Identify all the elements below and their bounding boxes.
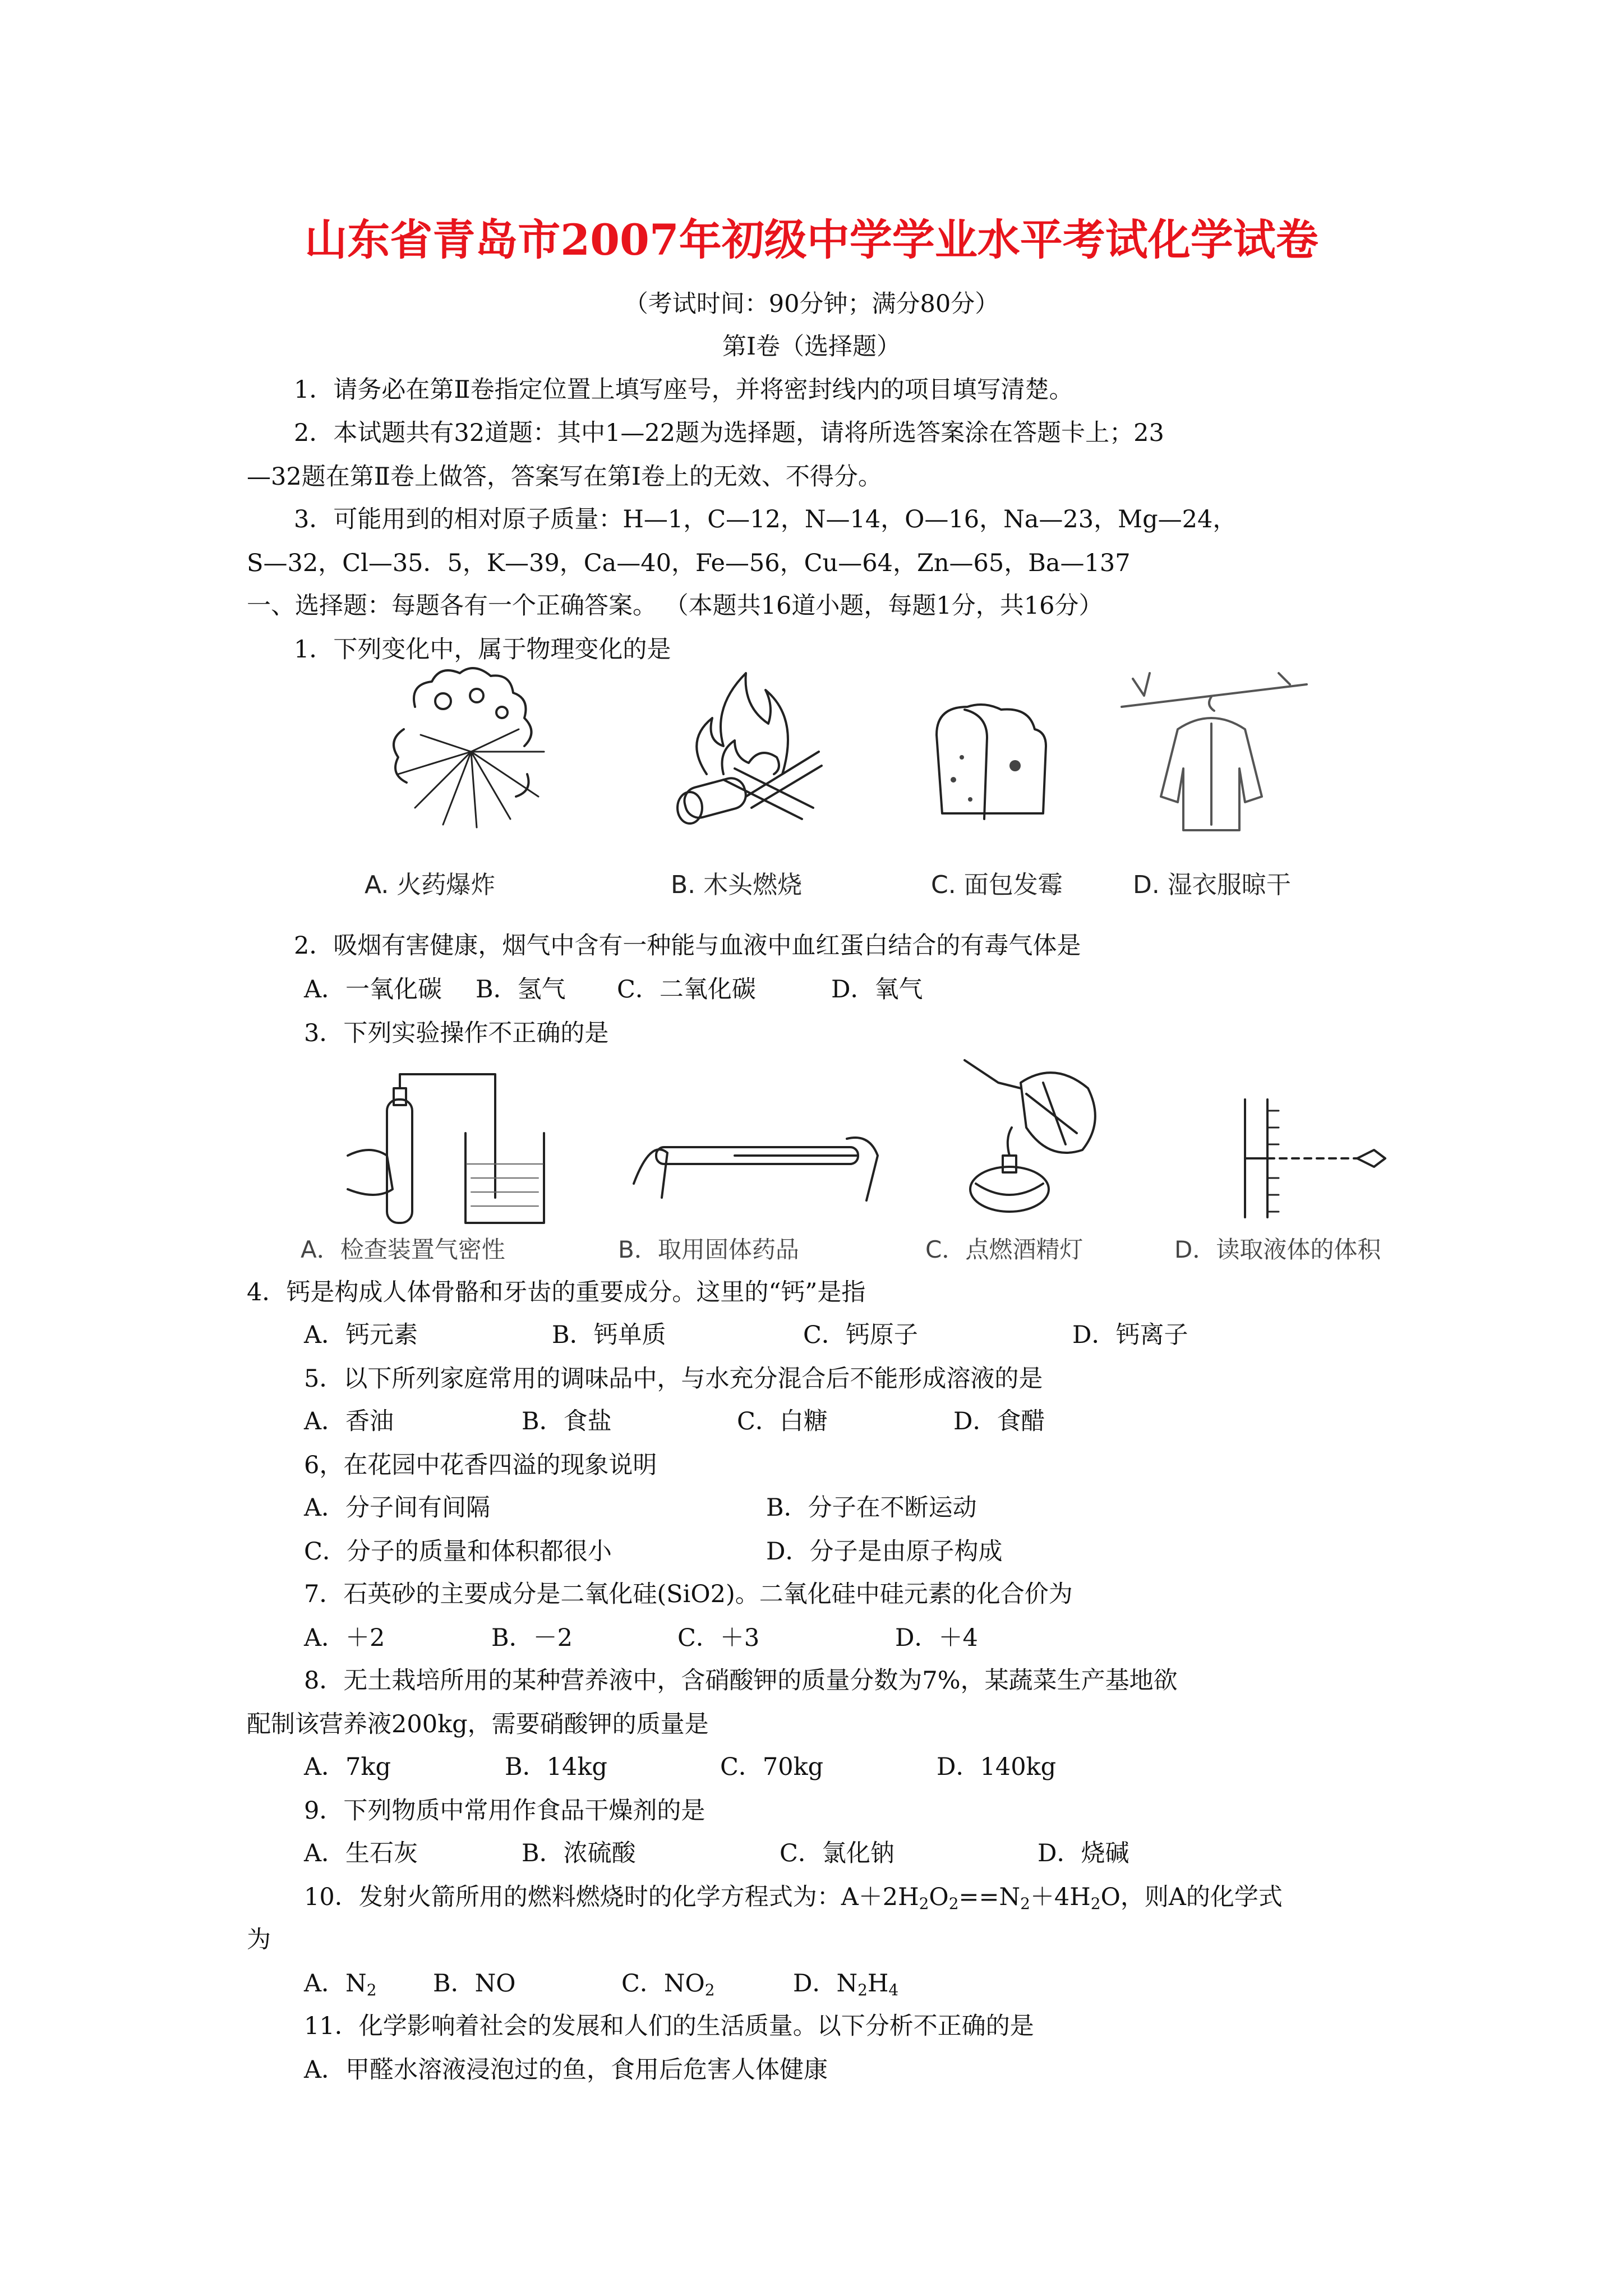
- instruction-2b: —32题在第Ⅱ卷上做答，答案写在第Ⅰ卷上的无效、不得分。: [247, 463, 882, 491]
- page-title: 山东省青岛市2007年初级中学学业水平考试化学试卷: [305, 215, 1318, 265]
- q6-option-b: B．分子在不断运动: [766, 1494, 977, 1522]
- q10-stem-part1: 10．发射火箭所用的燃料燃烧时的化学方程式为：A＋2H: [304, 1883, 919, 1911]
- q7-stem: 7．石英砂的主要成分是二氧化硅(SiO2)。二氧化硅中硅元素的化合价为: [304, 1580, 1073, 1608]
- drying-clothes-image: [1122, 673, 1307, 836]
- q10-stem-part2: O: [929, 1883, 949, 1911]
- q9-option-b: B．浓硫酸: [522, 1839, 636, 1867]
- q5-option-b: B．食盐: [522, 1407, 612, 1435]
- moldy-bread-image: [931, 701, 1066, 819]
- q10-sub: 2: [919, 1894, 929, 1913]
- q9-stem: 9．下列物质中常用作食品干燥剂的是: [304, 1797, 706, 1825]
- q10-stem: [304, 1881, 1283, 1913]
- instruction-3b: S—32，Cl—35．5，K—39，Ca—40，Fe—56，Cu—64，Zn—65，Ba—137: [247, 549, 1131, 577]
- q10-stem-part4: ＋4H: [1030, 1883, 1091, 1911]
- light-alcohol-lamp-image: [942, 1049, 1127, 1234]
- airtightness-check-image: [331, 1066, 566, 1228]
- instruction-2a: 2．本试题共有32道题：其中1—22题为选择题，请将所选答案涂在答题卡上；23: [294, 419, 1164, 447]
- q2-stem: 2．吸烟有害健康，烟气中含有一种能与血液中血红蛋白结合的有毒气体是: [294, 932, 1081, 960]
- q6-option-a: A．分子间有间隔: [304, 1494, 491, 1522]
- q8-option-c: C．70kg: [720, 1753, 824, 1781]
- q8-stem-line1: 8．无土栽培所用的某种营养液中，含硝酸钾的质量分数为7%，某蔬菜生产基地欲: [304, 1667, 1178, 1695]
- q8-option-a: A．7kg: [304, 1753, 391, 1781]
- q1-caption-c: C. 面包发霉: [931, 871, 1063, 899]
- q4-stem: 4．钙是构成人体骨骼和牙齿的重要成分。这里的“钙”是指: [247, 1278, 866, 1306]
- burning-wood-image: [662, 668, 824, 830]
- read-liquid-volume-image: [1223, 1094, 1391, 1223]
- q1-caption-d: D. 湿衣服晾干: [1133, 871, 1291, 899]
- q10-option-d: [793, 1968, 898, 1999]
- q10-option-a-text: A．N: [304, 1970, 367, 1998]
- q2-option-d: D．氧气: [831, 976, 923, 1004]
- q10-option-b: B．NO: [433, 1970, 516, 1998]
- q10-sub: 2: [948, 1894, 959, 1913]
- q10-option-c-text: C．NO: [621, 1970, 705, 1998]
- q3-caption-d: D．读取液体的体积: [1174, 1236, 1381, 1263]
- q3-caption-b: B．取用固体药品: [618, 1236, 799, 1263]
- q1-stem: 1．下列变化中，属于物理变化的是: [294, 636, 671, 664]
- q10-sub: 4: [888, 1980, 899, 1999]
- q2-option-b: B．氢气: [476, 976, 566, 1004]
- q11-stem: 11．化学影响着社会的发展和人们的生活质量。以下分析不正确的是: [304, 2012, 1034, 2040]
- q4-option-d: D．钙离子: [1072, 1321, 1188, 1349]
- q10-stem-part3: ==N: [958, 1883, 1021, 1911]
- instruction-1: 1．请务必在第Ⅱ卷指定位置上填写座号，并将密封线内的项目填写清楚。: [294, 376, 1073, 404]
- q10-sub: 2: [704, 1980, 715, 1999]
- q7-option-b: B．－2: [491, 1624, 573, 1652]
- q1-caption-a: A. 火药爆炸: [365, 871, 496, 899]
- q11-option-a: A．甲醛水溶液浸泡过的鱼，食用后危害人体健康: [304, 2056, 828, 2084]
- q6-option-c: C．分子的质量和体积都很小: [304, 1538, 612, 1566]
- q6-option-d: D．分子是由原子构成: [766, 1538, 1003, 1566]
- q3-caption-a: A．检查装置气密性: [301, 1236, 505, 1263]
- q7-option-a: A．＋2: [304, 1624, 385, 1652]
- explosion-image: [381, 668, 561, 830]
- q10-option-c: [621, 1968, 715, 1999]
- q6-stem: 6，在花园中花香四溢的现象说明: [304, 1451, 657, 1479]
- q10-sub: 2: [857, 1980, 868, 1999]
- q5-option-c: C．白糖: [737, 1407, 828, 1435]
- q4-option-c: C．钙原子: [803, 1321, 918, 1349]
- q3-caption-c: C．点燃酒精灯: [925, 1236, 1083, 1263]
- section-heading: 一、选择题：每题各有一个正确答案。 （本题共16道小题，每题1分，共16分）: [247, 592, 1103, 620]
- q10-stem-part5: O，则A的化学式: [1100, 1883, 1283, 1911]
- q5-option-a: A．香油: [304, 1407, 394, 1435]
- q8-option-b: B．14kg: [505, 1753, 607, 1781]
- q10-sub: 2: [1020, 1894, 1030, 1913]
- q4-option-b: B．钙单质: [552, 1321, 666, 1349]
- q9-option-d: D．烧碱: [1038, 1839, 1129, 1867]
- q8-stem-line2: 配制该营养液200kg，需要硝酸钾的质量是: [247, 1710, 709, 1738]
- q10-stem-line2: 为: [247, 1926, 271, 1954]
- q8-option-d: D．140kg: [937, 1753, 1057, 1781]
- q10-sub: 2: [366, 1980, 377, 1999]
- q10-option-d-text2: H: [867, 1970, 889, 1998]
- q2-option-a: A．一氧化碳: [304, 976, 442, 1004]
- q9-option-a: A．生石灰: [304, 1839, 418, 1867]
- q3-stem: 3．下列实验操作不正确的是: [304, 1019, 609, 1047]
- q4-option-a: A．钙元素: [304, 1321, 418, 1349]
- q2-option-c: C．二氧化碳: [617, 976, 756, 1004]
- instruction-3a: 3．可能用到的相对原子质量：H—1，C—12，N—14，O—16，Na—23，Mg—24，: [294, 505, 1237, 533]
- q5-option-d: D．食醋: [953, 1407, 1045, 1435]
- q1-caption-b: B. 木头燃烧: [671, 871, 803, 899]
- volume-heading: 第Ⅰ卷（选择题）: [722, 333, 901, 361]
- take-solid-drug-image: [634, 1116, 880, 1212]
- q9-option-c: C．氯化钠: [780, 1839, 895, 1867]
- q5-stem: 5．以下所列家庭常用的调味品中，与水充分混合后不能形成溶液的是: [304, 1365, 1043, 1393]
- q10-option-a: [304, 1968, 376, 1999]
- q7-option-d: D．＋4: [895, 1624, 978, 1652]
- q7-option-c: C．＋3: [677, 1624, 760, 1652]
- exam-time-info: （考试时间：90分钟；满分80分）: [624, 290, 999, 318]
- q10-option-d-text1: D．N: [793, 1970, 858, 1998]
- q10-sub: 2: [1090, 1894, 1101, 1913]
